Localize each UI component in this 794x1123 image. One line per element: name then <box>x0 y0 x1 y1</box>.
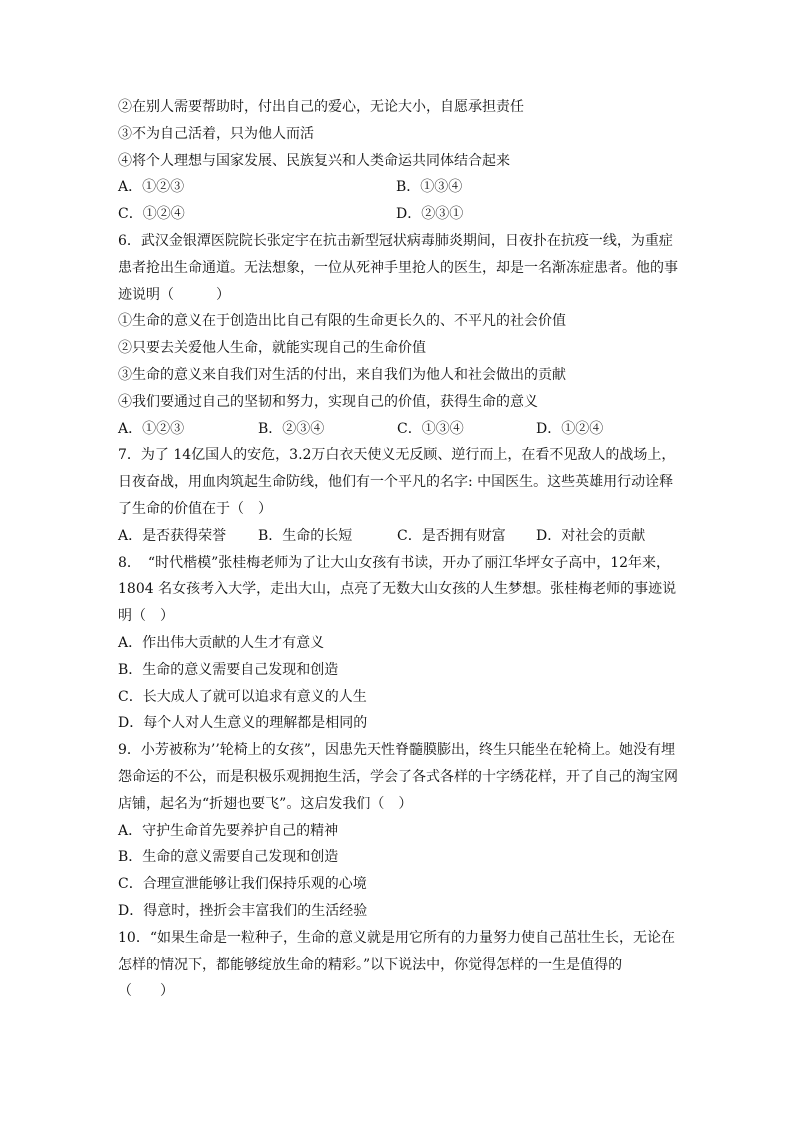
q6-statement-3: ③生命的意义来自我们对生活的付出，来自我们为他人和社会做出的贡献 <box>118 366 566 383</box>
q7-option-b: B．生命的长短 <box>258 527 353 544</box>
q5-statement-2: ②在别人需要帮助时，付出自己的爱心，无论大小，自愿承担责任 <box>118 99 524 115</box>
q10-stem-line-3: （ ） <box>118 983 174 1000</box>
q9-option-b: B．生命的意义需要自己发现和创造 <box>118 849 339 866</box>
question-text-block <box>118 94 678 1005</box>
q9-option-c: C．合理宣泄能够让我们保持乐观的心境 <box>118 876 367 893</box>
q6-option-a: A．①②③ <box>118 420 185 437</box>
q5-option-a: A．①②③ <box>118 179 185 196</box>
q6-option-c: C．①③④ <box>397 420 464 437</box>
q5-statement-4: ④将个人理想与国家发展、民族复兴和人类命运共同体结合起来 <box>118 152 510 169</box>
q6-option-d: D．①②④ <box>536 420 604 437</box>
q8-stem-line-2: 1804 名女孩考入大学，走出大山，点亮了无数大山女孩的人生梦想。张桂梅老师的事迹说 <box>118 581 677 598</box>
q6-option-b: B．②③④ <box>258 420 325 437</box>
q6-options-row <box>118 416 678 443</box>
q6-stem-line-1: 6．武汉金银潭医院院长张定宇在抗击新型冠状病毒肺炎期间，日夜扑在抗疫一线，为重症 <box>118 232 673 249</box>
q6-statement-1: ①生命的意义在于创造出比自己有限的生命更长久的、不平凡的社会价值 <box>118 313 566 330</box>
q9-option-d: D．得意时，挫折会丰富我们的生活经验 <box>118 902 368 919</box>
q9-option-a: A．守护生命首先要养护自己的精神 <box>118 822 339 839</box>
q6-stem-line-2: 患者抢出生命通道。无法想象，一位从死神手里抢人的医生，却是一名渐冻症患者。他的事 <box>118 259 678 276</box>
q9-stem-line-3: 店铺，起名为“折翅也要飞”。这启发我们（ ） <box>118 795 413 812</box>
q10-stem-line-2: 怎样的情况下，都能够绽放生命的精彩。”以下说法中，你觉得怎样的一生是值得的 <box>118 956 623 973</box>
q7-options-row <box>118 523 678 550</box>
q6-stem-line-3: 迹说明（ ） <box>118 286 230 303</box>
q5-options-row-2 <box>118 201 678 228</box>
q7-stem-line-3: 了生命的价值在于（ ） <box>118 500 272 517</box>
q8-option-c: C．长大成人了就可以追求有意义的人生 <box>118 688 367 705</box>
q7-option-c: C．是否拥有财富 <box>397 527 506 544</box>
q7-option-a: A．是否获得荣誉 <box>118 527 227 544</box>
q8-option-d: D．每个人对人生意义的理解都是相同的 <box>118 715 368 732</box>
q8-stem-line-1: 8． “时代楷模”张桂梅老师为了让大山女孩有书读，开办了丽江华坪女子高中，12年来， <box>118 554 671 571</box>
q10-stem-line-1: 10．“如果生命是一粒种子，生命的意义就是用它所有的力量努力使自己茁壮生长，无论在 <box>118 929 675 946</box>
q5-option-c: C．①②④ <box>118 206 185 223</box>
q9-stem-line-2: 怨命运的不公，而是积极乐观拥抱生活，学会了各式各样的十字绣花样，开了自己的淘宝网 <box>118 768 678 785</box>
q8-option-a: A．作出伟大贡献的人生才有意义 <box>118 634 325 651</box>
q5-statement-3: ③不为自己活着，只为他人而活 <box>118 125 314 142</box>
q7-option-d: D．对社会的贡献 <box>536 527 646 544</box>
q6-statement-2: ②只要去关爱他人生命，就能实现自己的生命价值 <box>118 340 426 357</box>
q7-stem-line-2: 日夜奋战，用血肉筑起生命防线，他们有一个平凡的名字: 中国医生。这些英雄用行动诠释 <box>118 474 674 491</box>
q8-stem-line-3: 明（ ） <box>118 608 174 625</box>
q8-option-b: B．生命的意义需要自己发现和创造 <box>118 661 339 678</box>
q7-stem-line-1: 7．为了 14亿国人的安危，3.2万白衣天使义无反顾、逆行而上，在看不见敌人的战场上， <box>118 447 676 464</box>
q5-option-d: D．②③① <box>396 206 464 223</box>
q5-options-row-1 <box>118 174 678 201</box>
q9-stem-line-1: 9．小芳被称为’’轮椅上的女孩”，因患先天性脊髓膜膨出，终生只能坐在轮椅上。她没有埋 <box>118 742 675 759</box>
q6-statement-4: ④我们要通过自己的坚韧和努力，实现自己的价值，获得生命的意义 <box>118 393 538 410</box>
q5-option-b: B．①③④ <box>396 179 463 196</box>
